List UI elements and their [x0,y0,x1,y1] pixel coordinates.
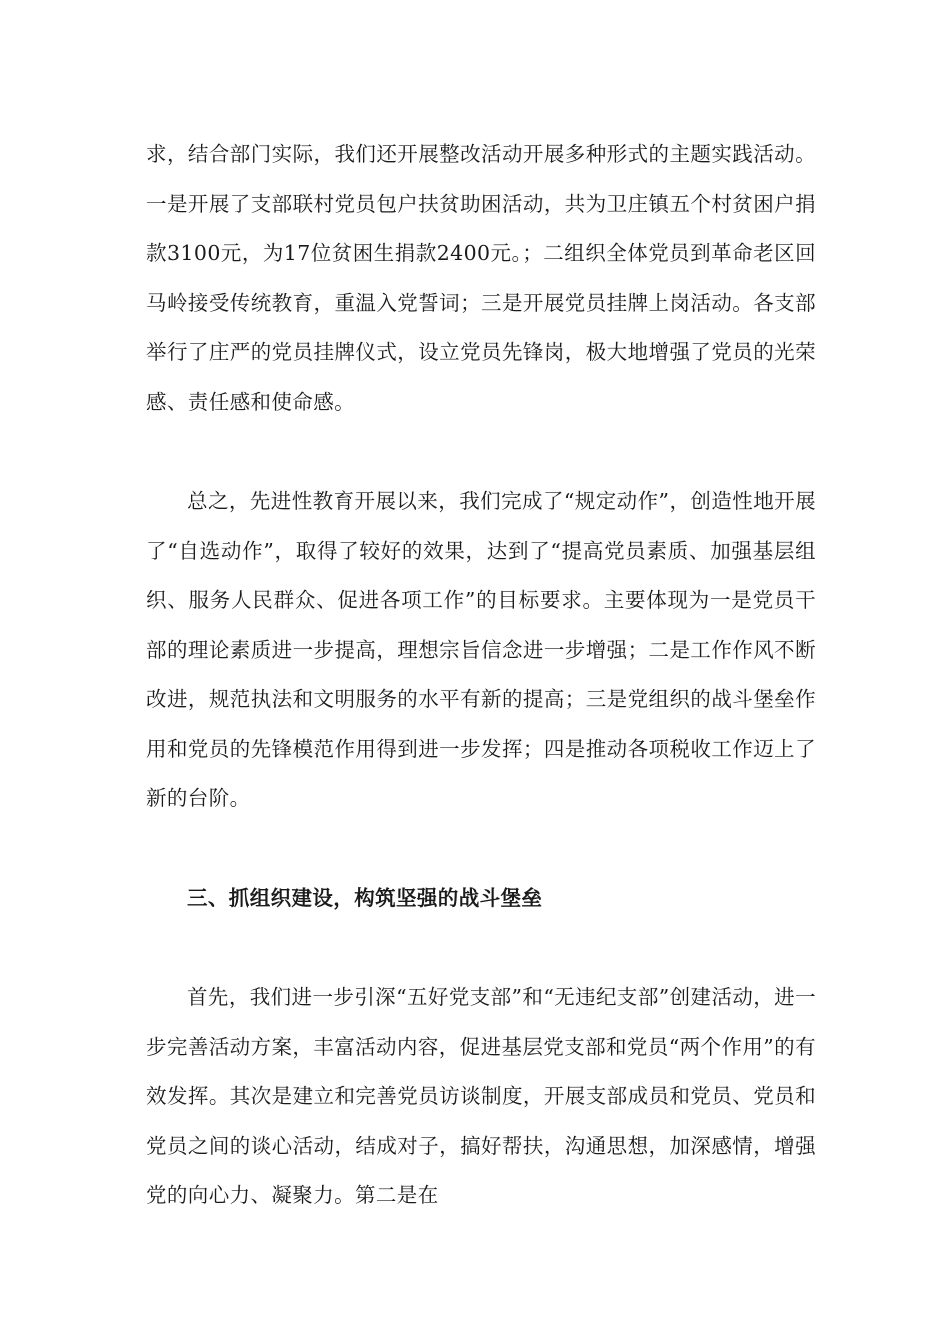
section-heading: 三、抓组织建设，构筑坚强的战斗堡垒 [187,885,543,910]
paragraph-continuation: 求，结合部门实际，我们还开展整改活动开展多种形式的主题实践活动。一是开展了支部联村党员包户扶贫助困活动，共为卫庄镇五个村贫困户捐款3100元，为17位贫困生捐款2400元。；二组织全体党员到革命老区回马岭接受传统教育，重温入党誓词；三是开展党员挂牌上岗活动。各支部举行了庄严的党员挂牌仪式，设立党员先锋岗，极大地增强了党员的光荣感、责任感和使命感。 [146,142,816,414]
paragraph-summary: 总之，先进性教育开展以来，我们完成了“规定动作”，创造性地开展了“自选动作”，取得了较好的效果，达到了“提高党员素质、加强基层组织、服务人民群众、促进各项工作”的目标要求。主要体现为一是党员干部的理论素质进一步提高，理想宗旨信念进一步增强；二是工作作风不断改进，规范执法和文明服务的水平有新的提高；三是党组织的战斗堡垒作用和党员的先锋模范作用得到进一步发挥；四是推动各项税收工作迈上了新的台阶。 [146,489,816,810]
document-body [146,130,816,1221]
paragraph-organization: 首先，我们进一步引深“五好党支部”和“无违纪支部”创建活动，进一步完善活动方案，丰富活动内容，促进基层党支部和党员“两个作用”的有效发挥。其次是建立和完善党员访谈制度，开展支部成员和党员、党员和党员之间的谈心活动，结成对子，搞好帮扶，沟通思想，加深感情，增强党的向心力、凝聚力。第二是在 [146,985,816,1207]
